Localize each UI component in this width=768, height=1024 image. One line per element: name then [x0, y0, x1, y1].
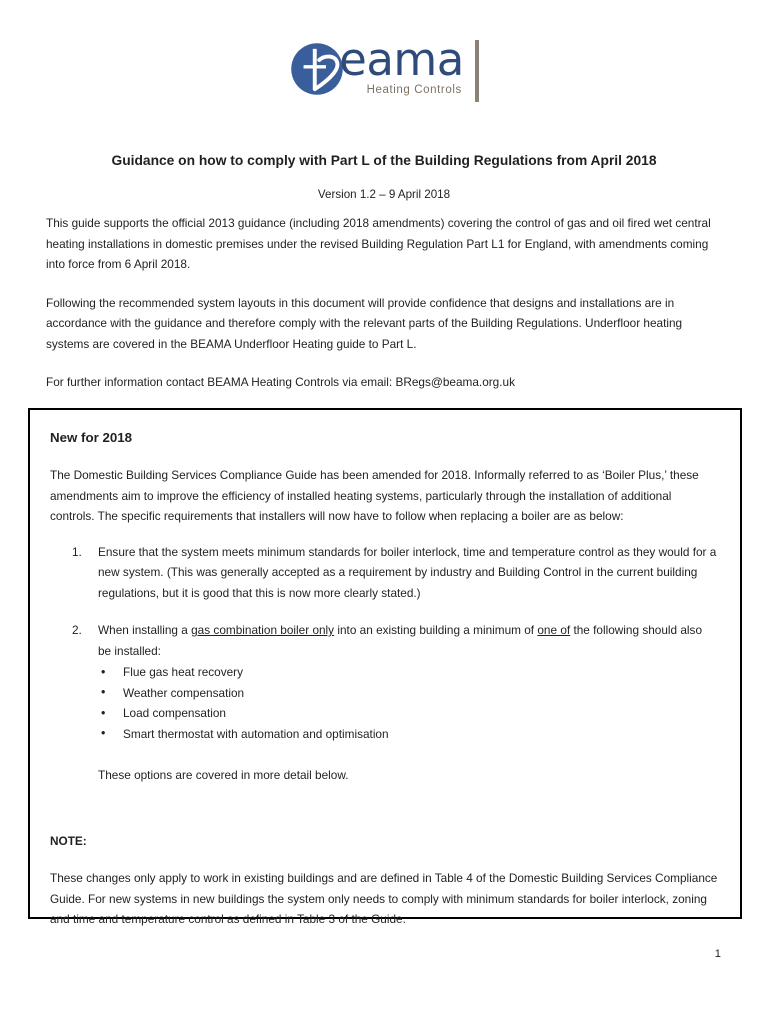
- underlined-gas-combination-boiler: gas combination boiler only: [191, 623, 335, 637]
- text-segment: into an existing building a minimum of: [334, 623, 538, 637]
- note-body-text: These changes only apply to work in existing buildings and are defined in Table 4 of the Domestic Building Services Compliance Guide. For new systems in new buildings the system only needs to comply with minimum standards for boiler interlock, zoning and time and temperature control as defined in Table 3 of the Guide.: [50, 871, 718, 926]
- logo-header: [0, 0, 768, 110]
- list-item-text: Ensure that the system meets minimum standards for boiler interlock, time and temperature control as they would for a new system. (This was generally accepted as a requirement by industry and Building Control in the current building regulations, but it is good that this is now more clearly stated.): [98, 544, 717, 600]
- document-version: Version 1.2 – 9 April 2018: [317, 188, 451, 201]
- options-footer-text: These options are covered in more detail below.: [98, 768, 349, 782]
- intro-paragraph: This guide supports the official 2013 guidance (including 2018 amendments) covering the control of gas and oil fired wet central heating installations in domestic premises under the revised Building Regulation Part L1 for England, with amendments coming into force from 6 April 2018.: [46, 216, 711, 271]
- box-heading: New for 2018: [50, 430, 133, 445]
- beama-logo: [289, 33, 479, 105]
- box-intro-paragraph: The Domestic Building Services Compliance Guide has been amended for 2018. Informally referred to as ‘Boiler Plus,’ these amendments aim to improve the efficiency of installed heating systems, particularly through the installation of additional controls. The specific requirements that installers will now have to follow when replacing a boiler are as below:: [50, 468, 699, 523]
- list-item: • Flue gas heat recovery: [98, 662, 718, 683]
- logo-tagline: Heating Controls: [366, 84, 462, 96]
- beama-circle-logo-icon: [289, 41, 345, 97]
- page-title: Guidance on how to comply with Part L of the Building Regulations from April 2018: [111, 153, 657, 168]
- requirements-list: [50, 542, 718, 786]
- list-item: [50, 542, 718, 604]
- list-item-number: 2.: [72, 623, 82, 637]
- new-for-2018-box: [28, 408, 742, 926]
- list-item: • Smart thermostat with automation and optimisation: [98, 724, 718, 745]
- text-segment: the following should also be installed:: [98, 623, 703, 658]
- page-number: 1: [714, 948, 721, 960]
- list-item: [50, 620, 718, 786]
- logo-divider-bar: [475, 40, 479, 102]
- logo-wordmark: eama: [339, 33, 464, 86]
- underlined-one-of: one of: [537, 623, 571, 637]
- note-section: [50, 831, 718, 930]
- list-item: • Load compensation: [98, 703, 718, 724]
- contact-paragraph: For further information contact BEAMA Heating Controls via email: BRegs@beama.org.uk: [46, 375, 515, 389]
- intro-section: [46, 213, 722, 393]
- logo-text-group: [339, 33, 464, 105]
- list-item-text: [98, 623, 702, 658]
- list-item-number: 1.: [72, 544, 82, 559]
- intro-paragraph: Following the recommended system layouts in this document will provide confidence that designs and installations are in accordance with the guidance and therefore comply with the relevant parts of the Building Regulations. Underfloor heating systems are covered in the BEAMA Underfloor Heating guide to Part L.: [46, 295, 683, 351]
- options-list: [98, 662, 718, 744]
- text-segment: When installing a: [98, 623, 192, 637]
- list-item: • Weather compensation: [98, 683, 718, 704]
- note-label: NOTE:: [50, 833, 87, 848]
